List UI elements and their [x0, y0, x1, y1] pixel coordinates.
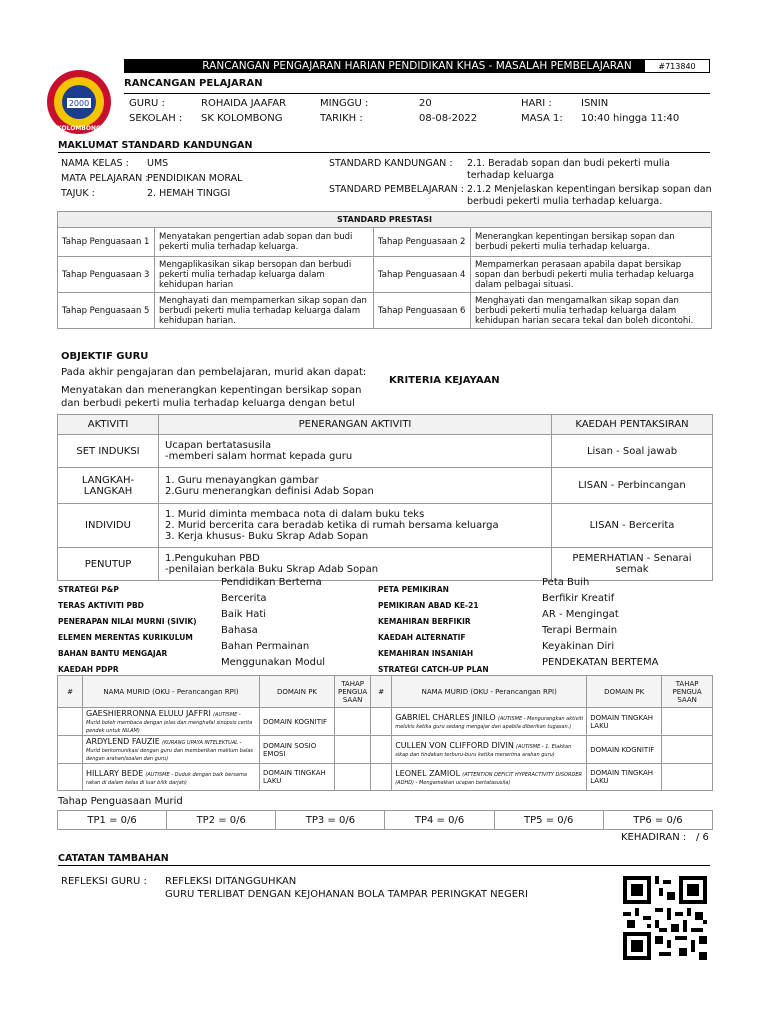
- document-title: RANCANGAN PENGAJARAN HARIAN PENDIDIKAN KHAS - MASALAH PEMBELAJARAN: [124, 59, 710, 73]
- refleksi-label: REFLEKSI GURU :: [61, 876, 147, 887]
- maklumat-heading: MAKLUMAT STANDARD KANDUNGAN: [58, 140, 253, 151]
- tarikh-label: TARIKH :: [320, 113, 363, 124]
- hari-label: HARI :: [521, 98, 552, 109]
- tahap-heading: Tahap Penguasaan Murid: [58, 796, 183, 807]
- tahap-table: TP1 = 0/6 TP2 = 0/6 TP3 = 0/6 TP4 = 0/6 TP5 = 0/6 TP6 = 0/6: [57, 810, 713, 830]
- murid-table: # NAMA MURID (OKU - Perancangan RPI) DOMAIN PK TAHAP PENGUA SAAN # NAMA MURID (OKU - Perancangan RPI) DOMAIN PK TAHAP PENGUA SAAN GAESHIERRONNA ELULU JAFFRI (AUTISME - Murid boleh membaca dengan jelas dan menghafal sinopsis cerita pendek untuk NILAM) DOMAIN KOGNITIF GABRIEL CHARLES JINILO (AUTISME - Mengurangkan aktiviti melukis ketika guru sedang mengajar dan apabila diberikan tugasan.) DOMAIN TINGKAH LAKU ARDYLEND FAUZIE (KURANG UPAYA INTELEKTUAL - Murid berkomunikasi dengan guru dan memberikan maklum balas dengan arahan/soalan dan guru) DOMAIN SOSIO EMOSI CULLEN VON CLIFFORD DIVIN (AUTISME - 1. Elakkan sikap dan tindakan terburu-buru ketika menerima arahan guru) DOMAIN KOGNITIF HILLARY BEDE (AUTISME - Duduk dengan baik bersama rakan di dalam kelas di luar bilik darjah) DOMAIN TINGKAH LAKU LEONEL ZAMIOL (ATTENTION DEFICIT HYPERACTIVITY DISORDER (ADHD) - Mengamalkan ucapan bertatasusila) DOMAIN TINGKAH LAKU: [57, 675, 713, 791]
- tarikh-value: 08-08-2022: [419, 113, 478, 124]
- minggu-label: MINGGU :: [320, 98, 369, 109]
- guru-value: ROHAIDA JAAFAR: [201, 98, 287, 109]
- tp-desc: Mengaplikasikan sikap bersopan dan berbudi pekerti mulia terhadap keluarga dalam kehidupan harian: [155, 257, 374, 293]
- kaedah-value: LISAN - Bercerita: [552, 504, 713, 548]
- aktiviti-name: INDIVIDU: [58, 504, 159, 548]
- aktiviti-table: AKTIVITI PENERANGAN AKTIVITI KAEDAH PENTAKSIRAN SET INDUKSI Ucapan bertatasusila -memberi salam hormat kepada guru Lisan - Soal jawab LANGKAH-LANGKAH 1. Guru menayangkan gambar 2.Guru menerangkan definisi Adab Sopan LISAN - Perbincangan INDIVIDU 1. Murid diminta membaca nota di dalam buku teks 2. Murid bercerita cara beradab ketika di rumah bersama keluarga 3. Kerja khusus- Buku Skrap Adab Sopan LISAN - Bercerita PENUTUP 1.Pengukuhan PBD -penilaian berkala Buku Skrap Adab Sopan PEMERHATIAN - Senarai semak: [57, 414, 713, 581]
- aktiviti-header: AKTIVITI: [58, 415, 159, 435]
- murid-row: LEONEL ZAMIOL (ATTENTION DEFICIT HYPERACTIVITY DISORDER (ADHD) - Mengamalkan ucapan bertatasusila): [392, 764, 587, 791]
- kaedah-value: PEMERHATIAN - Senarai semak: [552, 548, 713, 581]
- sp-value: 2.1.2 Menjelaskan kepentingan bersikap sopan dan berbudi pekerti mulia terhadap keluarga.: [467, 184, 712, 207]
- masa-label: MASA 1:: [521, 113, 563, 124]
- murid-row: GAESHIERRONNA ELULU JAFFRI (AUTISME - Murid boleh membaca dengan jelas dan menghafal sinopsis cerita pendek untuk NILAM): [83, 708, 260, 736]
- tajuk-label: TAJUK :: [61, 188, 95, 199]
- objektif-line1: Pada akhir pengajaran dan pembelajaran, murid akan dapat:: [61, 367, 367, 378]
- qr-code-icon: [622, 876, 708, 960]
- mapel-value: PENDIDIKAN MORAL: [147, 173, 243, 184]
- guru-label: GURU :: [129, 98, 165, 109]
- strategi-left: STRATEGI P&P Pendidikan Bertema TERAS AKTIVITI PBD Bercerita PENERAPAN NILAI MURNI (SIVIK) Baik Hati ELEMEN MERENTAS KURIKULUM Bahasa BAHAN BANTU MENGAJAR Bahan Permainan KAEDAH PDPR Menggunakan Modul: [58, 577, 326, 674]
- murid-row: GABRIEL CHARLES JINILO (AUTISME - Mengurangkan aktiviti melukis ketika guru sedang mengajar dan apabila diberikan tugasan.): [392, 708, 587, 736]
- tp-label: Tahap Penguasaan 1: [58, 228, 155, 257]
- aktiviti-name: PENUTUP: [58, 548, 159, 581]
- aktiviti-name: LANGKAH-LANGKAH: [58, 468, 159, 504]
- sk-value: 2.1. Beradab sopan dan budi pekerti mulia terhadap keluarga: [467, 158, 670, 181]
- refleksi-line1: REFLEKSI DITANGGUHKAN: [165, 876, 297, 887]
- objektif-line2: Menyatakan dan menerangkan kepentingan bersikap sopan dan berbudi pekerti mulia terhadap keluarga dengan betul: [61, 385, 362, 409]
- murid-row: ARDYLEND FAUZIE (KURANG UPAYA INTELEKTUAL - Murid berkomunikasi dengan guru dan memberikan maklum balas dengan arahan/soalan dan guru): [83, 736, 260, 764]
- tp-desc: Mempamerkan perasaan apabila dapat bersikap sopan dan berbudi pekerti mulia terhadap keluarga dalam pelbagai situasi.: [471, 257, 712, 293]
- document-code: #713840: [644, 59, 710, 73]
- tp-desc: Menghayati dan mempamerkan sikap sopan dan berbudi pekerti mulia terhadap keluarga dalam kehidupan harian.: [155, 293, 374, 329]
- tp-label: Tahap Penguasaan 3: [58, 257, 155, 293]
- kelas-label: NAMA KELAS :: [61, 158, 129, 169]
- standard-prestasi-table: [57, 211, 712, 329]
- logo-ring-text: KOLOMBONG: [57, 125, 101, 132]
- minggu-value: 20: [419, 98, 432, 109]
- tp-desc: Menerangkan kepentingan bersikap sopan dan berbudi pekerti mulia terhadap keluarga.: [471, 228, 712, 257]
- tp-label: Tahap Penguasaan 6: [374, 293, 471, 329]
- kaedah-value: Lisan - Soal jawab: [552, 435, 713, 468]
- sp-label: STANDARD PEMBELAJARAN :: [329, 184, 464, 195]
- catatan-heading: CATATAN TAMBAHAN: [58, 853, 169, 864]
- objektif-heading: OBJEKTIF GURU: [61, 351, 149, 362]
- kehadiran-value: / 6: [696, 832, 709, 843]
- tp-label: Tahap Penguasaan 4: [374, 257, 471, 293]
- logo-year: 2000: [68, 99, 90, 108]
- hari-value: ISNIN: [581, 98, 609, 109]
- school-logo: [45, 68, 113, 136]
- aktiviti-name: SET INDUKSI: [58, 435, 159, 468]
- kaedah-header: KAEDAH PENTAKSIRAN: [552, 415, 713, 435]
- murid-row: HILLARY BEDE (AUTISME - Duduk dengan baik bersama rakan di dalam kelas di luar bilik darjah): [83, 764, 260, 791]
- strategi-right: PETA PEMIKIRAN Peta Buih PEMIKIRAN ABAD KE-21 Berfikir Kreatif KEMAHIRAN BERFIKIR AR - Mengingat KAEDAH ALTERNATIF Terapi Bermain KEMAHIRAN INSANIAH Keyakinan Diri STRATEGI CATCH-UP PLAN PENDEKATAN BERTEMA: [378, 577, 659, 674]
- standard-prestasi-heading: STANDARD PRESTASI: [58, 212, 712, 228]
- sekolah-label: SEKOLAH :: [129, 113, 183, 124]
- kaedah-value: LISAN - Perbincangan: [552, 468, 713, 504]
- mapel-label: MATA PELAJARAN :: [61, 173, 149, 184]
- tp-label: Tahap Penguasaan 5: [58, 293, 155, 329]
- masa-value: 10:40 hingga 11:40: [581, 113, 680, 124]
- murid-row: CULLEN VON CLIFFORD DIVIN (AUTISME - 1. Elakkan sikap dan tindakan terburu-buru ketika menerima arahan guru): [392, 736, 587, 764]
- penerangan-header: PENERANGAN AKTIVITI: [159, 415, 552, 435]
- tp-desc: Menyatakan pengertian adab sopan dan budi pekerti mulia terhadap keluarga.: [155, 228, 374, 257]
- tp-desc: Menghayati dan mengamalkan sikap sopan dan berbudi pekerti mulia terhadap keluarga dalam kehidupan harian secara tekal dan boleh dicontohi.: [471, 293, 712, 329]
- kelas-value: UMS: [147, 158, 169, 169]
- section-title: RANCANGAN PELAJARAN: [124, 78, 263, 89]
- sk-label: STANDARD KANDUNGAN :: [329, 158, 453, 169]
- tp-label: Tahap Penguasaan 2: [374, 228, 471, 257]
- sekolah-value: SK KOLOMBONG: [201, 113, 283, 124]
- kehadiran-label: KEHADIRAN :: [621, 832, 687, 843]
- tajuk-value: 2. HEMAH TINGGI: [147, 188, 231, 199]
- refleksi-line2: GURU TERLIBAT DENGAN KEJOHANAN BOLA TAMPAR PERINGKAT NEGERI: [165, 889, 528, 900]
- kriteria-heading: KRITERIA KEJAYAAN: [389, 375, 500, 386]
